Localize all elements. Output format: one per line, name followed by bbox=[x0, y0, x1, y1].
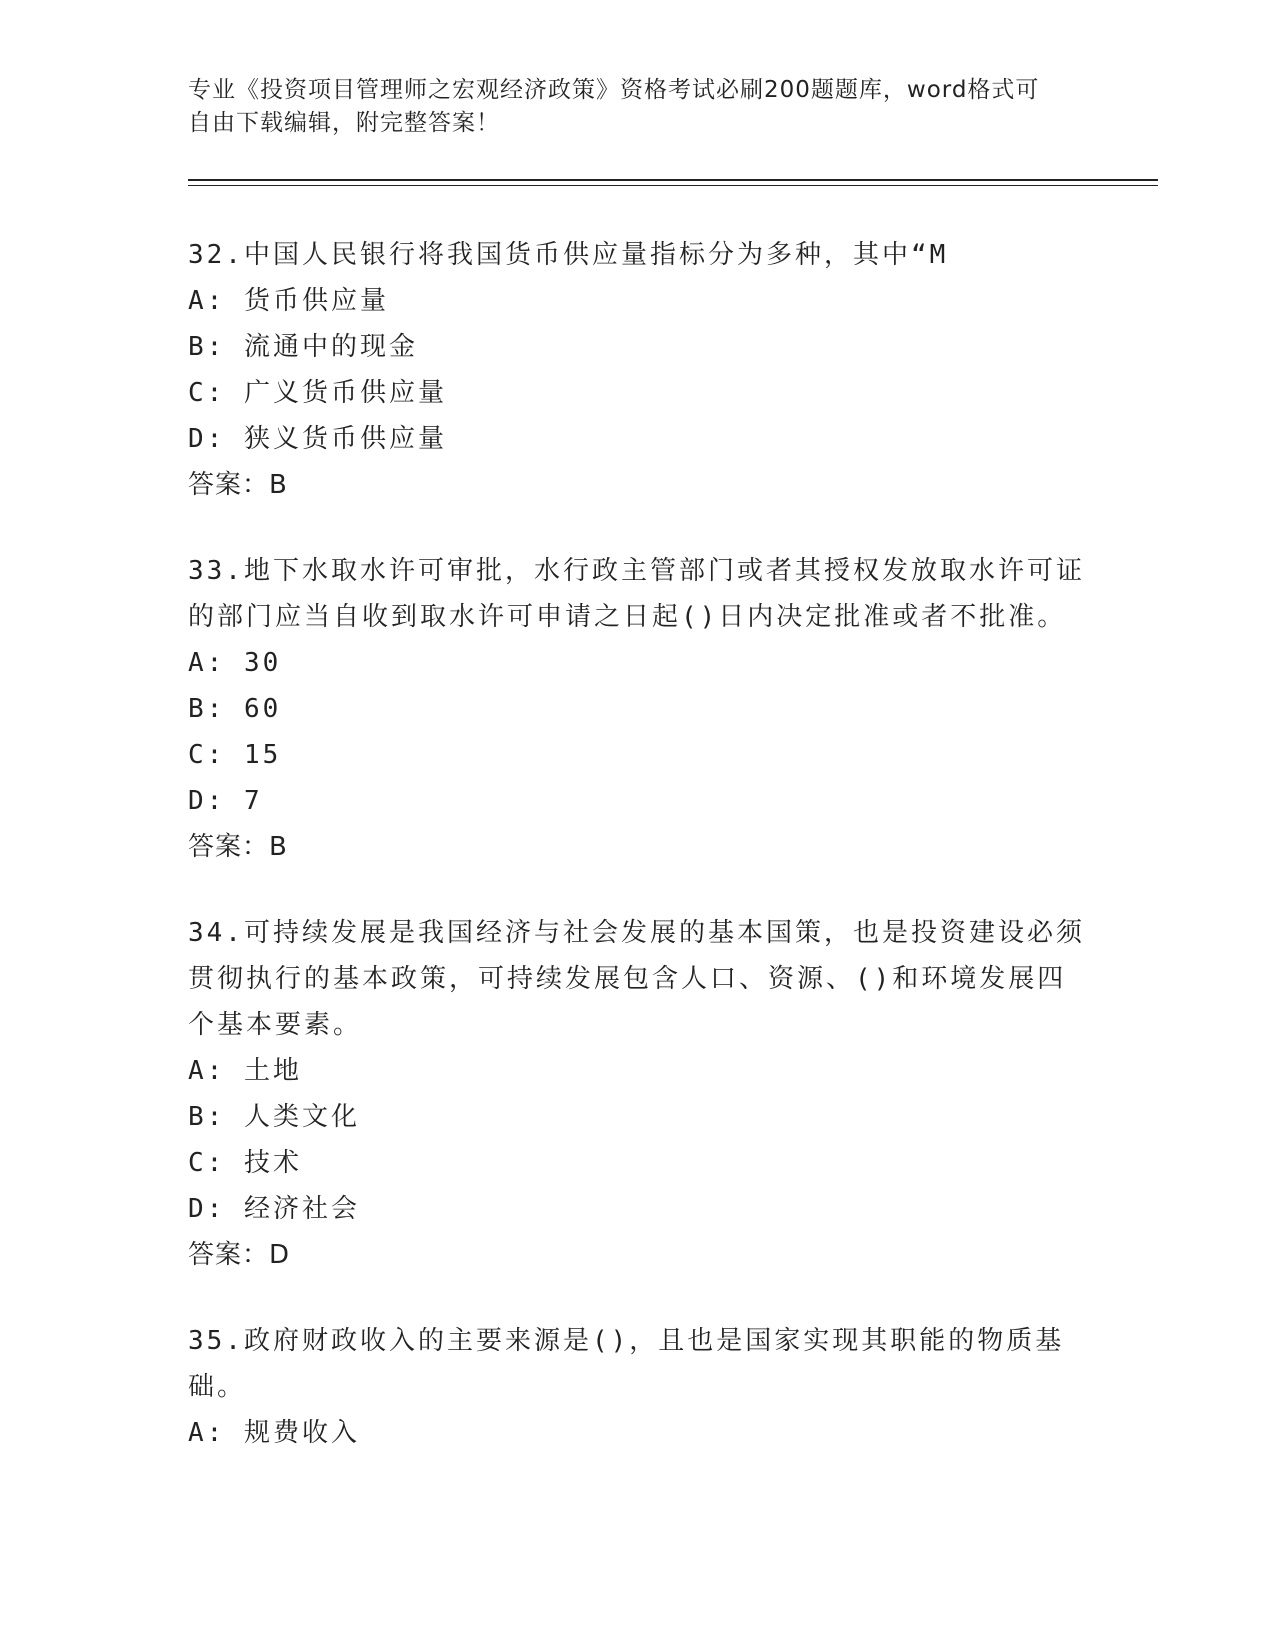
question-35 bbox=[188, 1318, 1088, 1456]
option-d: D: 经济社会 bbox=[188, 1194, 360, 1224]
header-line-2: 自由下载编辑，附完整答案！ bbox=[188, 110, 500, 136]
option-c: C: 广义货币供应量 bbox=[188, 378, 447, 408]
document-header bbox=[188, 74, 1088, 140]
answer: 答案：B bbox=[188, 470, 288, 500]
header-divider-thin bbox=[188, 185, 1158, 186]
question-34 bbox=[188, 910, 1088, 1278]
option-a: A: 30 bbox=[188, 648, 282, 678]
option-c: C: 15 bbox=[188, 740, 282, 770]
header-line-1: 专业《投资项目管理师之宏观经济政策》资格考试必刷200题题库，word格式可 bbox=[188, 77, 1040, 103]
option-c: C: 技术 bbox=[188, 1148, 302, 1178]
answer: 答案：B bbox=[188, 832, 288, 862]
option-b: B: 流通中的现金 bbox=[188, 332, 418, 362]
option-a: A: 货币供应量 bbox=[188, 286, 389, 316]
header-divider-thick bbox=[188, 179, 1158, 181]
option-d: D: 7 bbox=[188, 786, 263, 816]
question-stem: 32.中国人民银行将我国货币供应量指标分为多种，其中“M bbox=[188, 240, 949, 270]
option-b: B: 人类文化 bbox=[188, 1102, 360, 1132]
question-stem: 33.地下水取水许可审批，水行政主管部门或者其授权发放取水许可证的部门应当自收到取水许可申请之日起()日内决定批准或者不批准。 bbox=[188, 556, 1085, 632]
question-stem: 34.可持续发展是我国经济与社会发展的基本国策，也是投资建设必须贯彻执行的基本政策，可持续发展包含人口、资源、()和环境发展四个基本要素。 bbox=[188, 918, 1085, 1040]
option-a: A: 规费收入 bbox=[188, 1418, 360, 1448]
option-b: B: 60 bbox=[188, 694, 282, 724]
answer: 答案：D bbox=[188, 1240, 291, 1270]
question-33 bbox=[188, 548, 1088, 870]
question-list bbox=[188, 232, 1088, 1496]
question-stem: 35.政府财政收入的主要来源是()，且也是国家实现其职能的物质基础。 bbox=[188, 1326, 1065, 1402]
option-d: D: 狭义货币供应量 bbox=[188, 424, 447, 454]
question-32 bbox=[188, 232, 1088, 508]
option-a: A: 土地 bbox=[188, 1056, 302, 1086]
